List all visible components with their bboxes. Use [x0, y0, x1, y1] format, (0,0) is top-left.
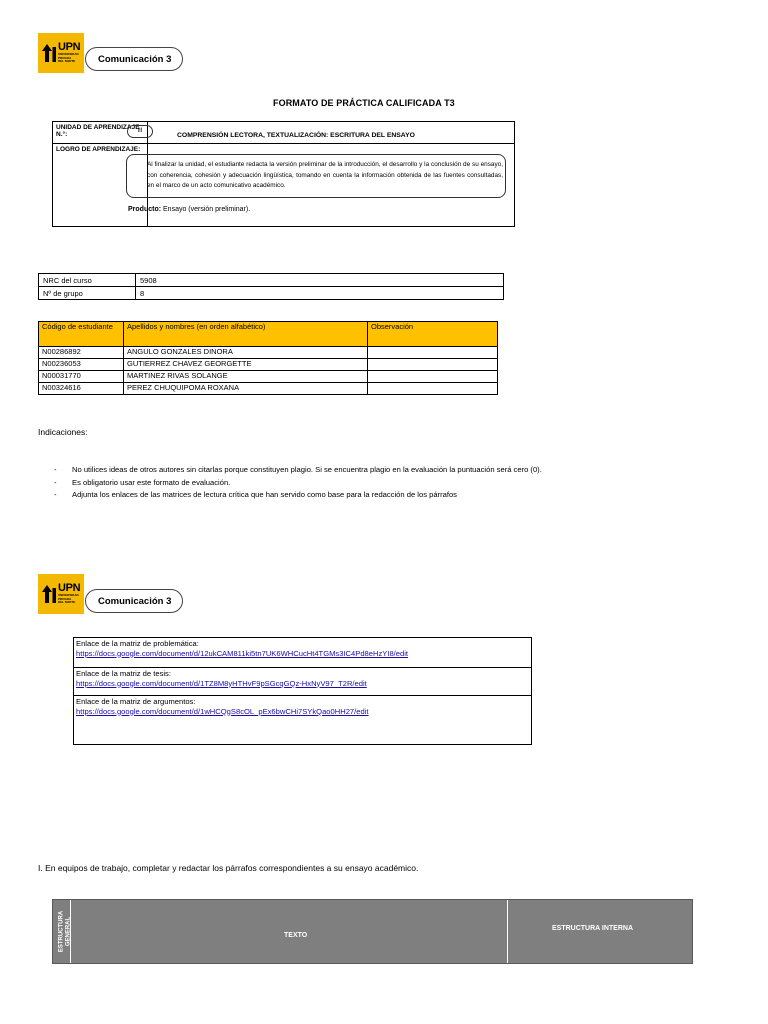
- link-tesis[interactable]: https://docs.google.com/document/d/1TZ8M8yHTHvF9pSGcqGQz-HxNyV97_T2R/edit: [76, 678, 367, 688]
- link-section-problematica: Enlace de la matriz de problemática: https://docs.google.com/document/d/12ukCAM811ki5tn7UK6WHCucHt4TGMs3IC4Pd8eHzYI8/edit: [76, 639, 409, 658]
- col-general-label: ESTRUCTURA GENERAL: [58, 910, 71, 952]
- producto-text: Ensayo (versión preliminar).: [163, 206, 251, 213]
- unit-table: [52, 121, 515, 227]
- course-pill: Comunicación 3: [85, 589, 183, 613]
- upn-logo: UPN UNIVERSIDAD PRIVADA DEL NORTE: [38, 33, 84, 73]
- table-row: N00031770 MARTINEZ RIVAS SOLANGE: [39, 371, 498, 383]
- upn-logo: UPN UNIVERSIDAD PRIVADA DEL NORTE: [38, 574, 84, 614]
- col-texto-label: TEXTO: [284, 932, 308, 939]
- link-argumentos[interactable]: https://docs.google.com/document/d/1wHCQgS8cOL_pEx6bwCHi7SYkQao0HH27/edit: [76, 706, 369, 716]
- structure-col-divider: [507, 900, 508, 963]
- nrc-table: [38, 273, 504, 300]
- page-title: FORMATO DE PRÁCTICA CALIFICADA T3: [273, 98, 455, 108]
- list-item: - Es obligatorio usar este formato de evaluación.: [54, 477, 231, 487]
- link-problematica[interactable]: https://docs.google.com/document/d/12ukCAM811ki5tn7UK6WHCucHt4TGMs3IC4Pd8eHzYI8/edit: [76, 648, 409, 658]
- logro-text: Al finalizar la unidad, el estudiante redacta la versión preliminar de la introducción, el desarrollo y la conclusión de su ensayo, con coherencia, cohesión y adecuación lingüística, tomando en cuenta la información obtenida de las fuentes consultadas, en el marco de un acto comunicativo académico.: [147, 161, 503, 189]
- course-pill: [85, 47, 183, 71]
- course-label: Comunicación 3: [98, 53, 172, 65]
- indications-heading: Indicaciones:: [38, 427, 88, 437]
- table-row: N00286892 ANGULO GONZALES DINORA: [39, 347, 498, 359]
- upn-arrow-icon: [41, 43, 57, 63]
- table-row: Nº de grupo 8: [39, 287, 504, 300]
- table-row: N00324616 PEREZ CHUQUIPOMA ROXANA: [39, 383, 498, 395]
- table-row: NRC del curso 5908: [39, 274, 504, 287]
- links-box: [73, 637, 532, 745]
- logro-label: LOGRO DE APRENDIZAJE:: [53, 144, 148, 226]
- table-row: N00236053 GUTIERREZ CHAVEZ GEORGETTE: [39, 359, 498, 371]
- logro-box: [126, 154, 506, 198]
- structure-table-header: [52, 899, 693, 964]
- indications-list: [54, 464, 614, 502]
- unit-number-box: III: [127, 125, 153, 138]
- table-header-row: Código de estudiante Apellidos y nombres (en orden alfabético) Observación: [39, 322, 498, 347]
- producto-line: [128, 206, 250, 213]
- link-section-argumentos: Enlace de la matriz de argumentos: https://docs.google.com/document/d/1wHCQgS8cOL_pEx6bwCHi7SYkQao0HH27/edit: [74, 695, 531, 723]
- link-section-tesis: Enlace de la matriz de tesis: https://docs.google.com/document/d/1TZ8M8yHTHvF9pSGcqGQz-HxNyV97_T2R/edit: [74, 667, 531, 695]
- students-table: [38, 321, 498, 395]
- section-one-title: I. En equipos de trabajo, completar y redactar los párrafos correspondientes a su ensayo académico.: [38, 863, 419, 873]
- list-item: - Adjunta los enlaces de las matrices de lectura crítica que han servido como base para la redacción de los párrafos: [54, 490, 457, 499]
- logo-text: UPN: [58, 41, 81, 54]
- list-item: - No utilices ideas de otros autores sin citarlas porque constituyen plagio. Si se encuentra plagio en la evaluación la puntuación será cero (0).: [54, 465, 542, 474]
- col-interna-label: ESTRUCTURA INTERNA: [552, 925, 634, 932]
- producto-label: Producto:: [128, 206, 162, 213]
- unit-label: UNIDAD DE APRENDIZAJE N.°:: [53, 122, 148, 143]
- unit-title: COMPRENSIÓN LECTORA, TEXTUALIZACIÓN: ESCRITURA DEL ENSAYO: [177, 132, 415, 139]
- upn-arrow-icon: [41, 584, 57, 604]
